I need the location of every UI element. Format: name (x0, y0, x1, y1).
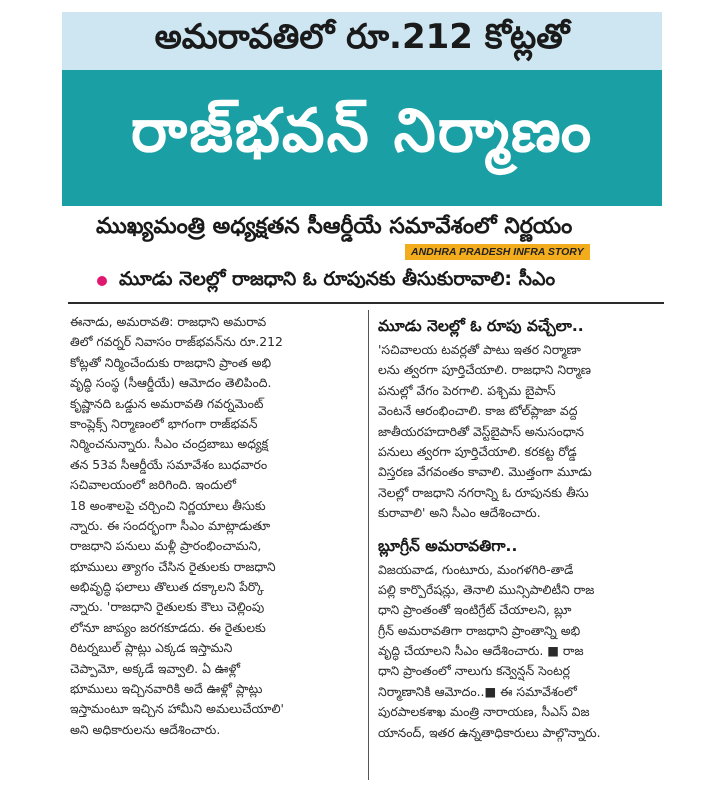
text-line: 'సచివాలయ టవర్లతో పాటు ఇతర నిర్మాణా (378, 342, 581, 357)
text-line: భూములు త్యాగం చేసిన రైతులకు రాజధాని (70, 558, 276, 574)
text-line: 18 అంశాలపై చర్చించి నిర్ణయాలు తీసుకు (70, 497, 266, 513)
section-heading-blue-green: బ్లూగ్రీన్ అమరావతిగా.. (378, 536, 518, 555)
section-heading-three-months: మూడు నెలల్లో ఓ రూపు వచ్చేలా.. (378, 317, 584, 335)
text-line: లను త్వరగా పూర్తిచేయాలి. రాజధాని నిర్మాణ (378, 362, 592, 378)
section-body-blue-green (378, 560, 668, 744)
text-line: తిలో గవర్నర్ నివాసం రాజ్‌భవన్‌ను రూ.212 (70, 334, 283, 350)
bullet-dot-icon (97, 276, 107, 286)
text-line: రిటర్నబుల్ ప్లాట్లు ఎక్కడ ఇస్తామని (70, 640, 233, 656)
text-line: పనులు త్వరగా పూర్తిచేయాలి. కరకట్ట రోడ్డ (378, 443, 577, 459)
text-line: పురపాలకశాఖ మంత్రి నారాయణ, సీఎస్ విజ (378, 704, 590, 720)
section-gap (378, 524, 668, 532)
text-line: లోనూ జాప్యం జరగకూడదు. ఈ రైతులకు (70, 619, 266, 635)
left-column (70, 312, 360, 782)
text-line: తన 53వ సీఆర్డీయే సమావేశం బుధవారం (70, 456, 268, 472)
text-line: అని అధికారులను ఆదేశించారు. (70, 721, 221, 737)
text-line: విజయవాడ, గుంటూరు, మంగళగిరి-తాడే (378, 561, 574, 577)
text-line: సచివాలయంలో జరిగింది. ఇందులో (70, 477, 237, 493)
text-line: గ్రీన్ అమరావతిగా రాజధాని ప్రాంతాన్ని అభి (378, 622, 581, 638)
text-line: ఈనాడు, అమరావతి: రాజధాని అమరావ (70, 314, 267, 329)
bullet-text: మూడు నెలల్లో రాజధాని ఓ రూపునకు తీసుకురావాలి: సీఎం (119, 267, 556, 290)
text-line: నెలల్లో రాజధాని నగరాన్ని ఓ రూపునకు తీసు (378, 484, 589, 500)
text-line: ఇస్తామంటూ ఇచ్చిన హామీని అమలుచేయాలి' (70, 701, 284, 717)
text-line: చెప్పామో, అక్కడే ఇవ్వాలి. ఏ ఊళ్లో (70, 660, 241, 676)
text-line: కాంప్లెక్స్ నిర్మాణంలో భాగంగా రాజ్‌భవన్ (70, 415, 258, 431)
text-line: కృష్ణానది ఒడ్డున అమరావతి గవర్నమెంట్ (70, 395, 264, 411)
text-line: యానంద్, ఇతర ఉన్నతాధికారులు పాల్గొన్నారు. (378, 724, 601, 740)
text-line: భూములు ఇచ్చినవారికి అదే ఊళ్లో ప్లాట్లు (70, 681, 263, 697)
text-line: కోట్లతో నిర్మించేందుకు రాజధాని ప్రాంత అభి (70, 354, 272, 370)
headline-kicker: అమరావతిలో రూ.212 కోట్లతో (62, 12, 662, 70)
highlight-bullet (97, 266, 677, 296)
text-line: ధాని ప్రాంతంలో నాలుగు కన్వెన్షన్ సెంటర్ల (378, 663, 570, 679)
right-column (378, 312, 668, 782)
text-line: నిర్మించనున్నారు. సీఎం చంద్రబాబు అధ్యక్ష (70, 436, 269, 452)
main-headline: రాజ్‌భవన్ నిర్మాణం (62, 70, 662, 206)
column-divider (368, 310, 369, 780)
text-line: వృద్ధి చేయాలని సీఎం ఆదేశించారు. ■ రాజ (378, 643, 584, 659)
text-line: పనుల్లో వేగం పెరగాలి. పశ్చిమ బైపాస్ (378, 382, 556, 398)
text-line: వృద్ధి సంస్థ (సీఆర్డీయే) ఆమోదం తెలిపింది. (70, 375, 272, 391)
divider-rule (68, 302, 664, 304)
text-line: పల్లి కార్పొరేషన్లు, తెనాలి మున్సిపాలిటీని రాజ (378, 581, 595, 597)
text-line: నిర్మాణానికి ఆమోదం..■ ఈ సమావేశంలో (378, 683, 577, 699)
subheadline: ముఖ్యమంత్రి అధ్యక్షతన సీఆర్డీయే సమావేశంలో నిర్ణయం (96, 214, 573, 239)
section-body-three-months (378, 340, 668, 524)
text-line: న్నారు. 'రాజధాని రైతులకు కౌలు చెల్లింపు (70, 599, 265, 615)
text-line: రాజధాని పనులు మళ్లీ ప్రారంభించామని, (70, 538, 262, 554)
source-tag: ANDHRA PRADESH INFRA STORY (405, 244, 590, 260)
text-line: ధాని ప్రాంతంతో ఇంటిగ్రేట్ చేయాలని, బ్లూ (378, 602, 572, 618)
text-line: న్నారు. ఈ సందర్భంగా సీఎం మాట్లాడుతూ (70, 517, 271, 533)
text-line: వెంటనే ఆరంభించాలి. కాజ టోల్‌ప్లాజా వద్ద (378, 403, 578, 419)
text-line: జాతీయరహదారితో వెస్ట్‌బైపాస్ అనుసంధాన (378, 423, 584, 439)
text-line: విస్తరణ వేగవంతం కావాలి. మొత్తంగా మూడు (378, 464, 592, 480)
text-line: అభివృద్ధి ఫలాలు తొలుత దక్కాలని పేర్కొ (70, 579, 264, 595)
text-line: కురావాలి' అని సీఎం ఆదేశించారు. (378, 505, 541, 521)
